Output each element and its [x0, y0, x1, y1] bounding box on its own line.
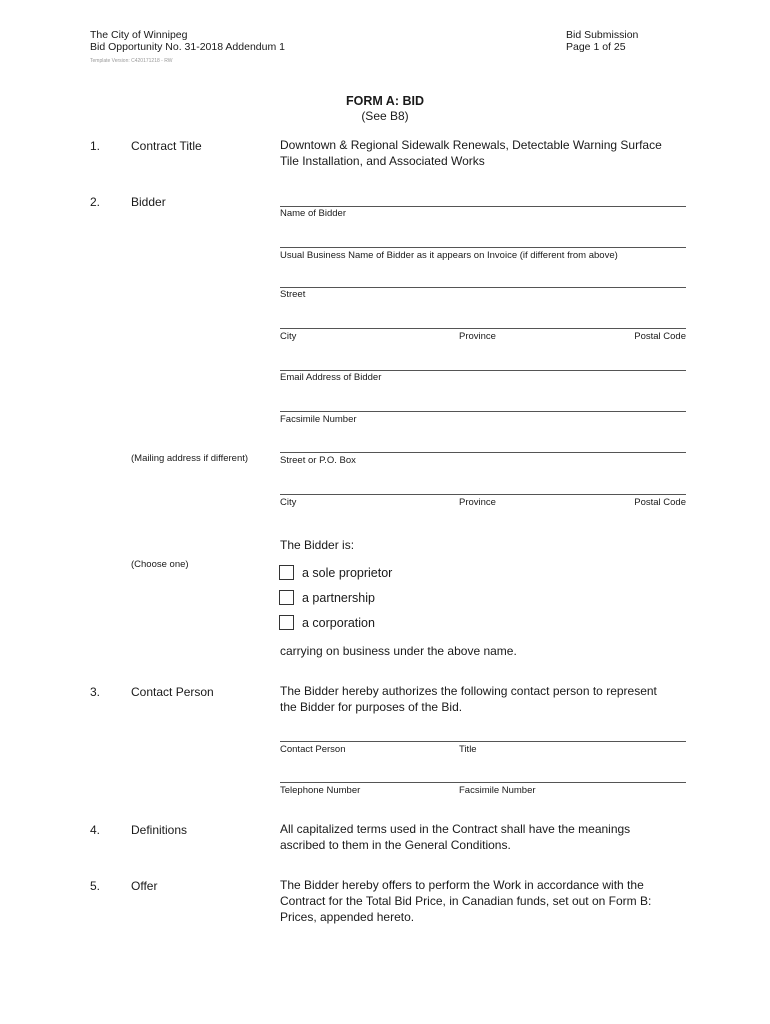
corporation-checkbox[interactable] [279, 615, 294, 630]
offer-text-line-3: Prices, appended hereto. [280, 910, 415, 924]
mailing-postal-code-label: Postal Code [634, 497, 686, 508]
email-line[interactable] [280, 370, 686, 371]
contact-person-text-line-2: the Bidder for purposes of the Bid. [280, 700, 463, 714]
email-label: Email Address of Bidder [280, 372, 382, 383]
postal-code-label: Postal Code [634, 331, 686, 342]
section-4-number: 4. [90, 823, 101, 837]
section-4-label: Definitions [131, 823, 188, 837]
name-of-bidder-label: Name of Bidder [280, 208, 347, 219]
fax-line[interactable] [280, 411, 686, 412]
form-subtitle: (See B8) [361, 109, 409, 123]
contact-person-text-line-1: The Bidder hereby authorizes the following contact person to represent [280, 684, 657, 698]
contract-title-line-2: Tile Installation, and Associated Works [280, 154, 485, 168]
section-1-number: 1. [90, 139, 101, 153]
mailing-province-label: Province [459, 497, 496, 508]
header-bid-number: Bid Opportunity No. 31-2018 Addendum 1 [90, 41, 285, 53]
mailing-address-note: (Mailing address if different) [131, 453, 249, 464]
header-org: The City of Winnipeg [90, 29, 188, 41]
street-po-line[interactable] [280, 452, 686, 453]
offer-text-line-2: Contract for the Total Bid Price, in Canadian funds, set out on Form B: [280, 894, 652, 908]
section-1-label: Contract Title [131, 139, 202, 153]
corporation-label: a corporation [302, 616, 375, 630]
usual-business-name-line[interactable] [280, 247, 686, 248]
street-po-label: Street or P.O. Box [280, 455, 356, 466]
offer-text-line-1: The Bidder hereby offers to perform the Work in accordance with the [280, 878, 644, 892]
carrying-on-text: carrying on business under the above name. [280, 644, 517, 658]
contact-fax-label: Facsimile Number [459, 785, 536, 796]
street-line[interactable] [280, 287, 686, 288]
partnership-checkbox[interactable] [279, 590, 294, 605]
section-5-label: Offer [131, 879, 158, 893]
definitions-text-line-2: ascribed to them in the General Conditions. [280, 838, 511, 852]
section-3-number: 3. [90, 685, 101, 699]
street-label: Street [280, 289, 306, 300]
mailing-city-label: City [280, 497, 297, 508]
template-version: Template Version: C420171218 - RW [90, 58, 173, 64]
city-label: City [280, 331, 297, 342]
contact-person-label: Contact Person [280, 744, 346, 755]
province-label: Province [459, 331, 496, 342]
contact-person-line[interactable] [280, 741, 686, 742]
telephone-fax-line[interactable] [280, 782, 686, 783]
choose-one-note: (Choose one) [131, 559, 189, 570]
section-5-number: 5. [90, 879, 101, 893]
usual-business-name-label: Usual Business Name of Bidder as it appears on Invoice (if different from above) [280, 250, 618, 261]
form-title: FORM A: BID [346, 94, 424, 108]
section-3-label: Contact Person [131, 685, 214, 699]
bidder-is-text: The Bidder is: [280, 538, 355, 552]
contact-title-label: Title [459, 744, 477, 755]
city-province-postal-line[interactable] [280, 328, 686, 329]
section-2-label: Bidder [131, 195, 166, 209]
header-doc-type: Bid Submission [566, 29, 639, 41]
definitions-text-line-1: All capitalized terms used in the Contract shall have the meanings [280, 822, 631, 836]
mailing-city-province-postal-line[interactable] [280, 494, 686, 495]
fax-label: Facsimile Number [280, 414, 357, 425]
telephone-label: Telephone Number [280, 785, 361, 796]
contract-title-line-1: Downtown & Regional Sidewalk Renewals, Detectable Warning Surface [280, 138, 662, 152]
sole-proprietor-label: a sole proprietor [302, 566, 393, 580]
header-page-number: Page 1 of 25 [566, 41, 626, 53]
sole-proprietor-checkbox[interactable] [279, 565, 294, 580]
partnership-label: a partnership [302, 591, 375, 605]
section-2-number: 2. [90, 195, 101, 209]
name-of-bidder-line[interactable] [280, 206, 686, 207]
